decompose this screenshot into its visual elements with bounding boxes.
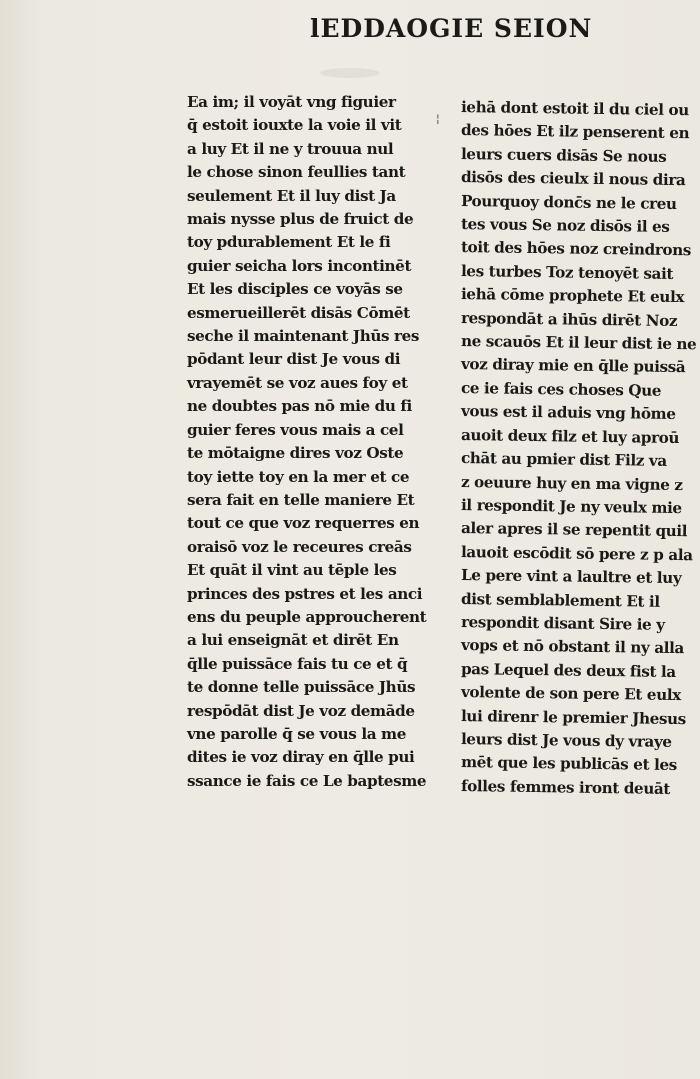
text-line: guier seicha lors incontinēt [187,256,412,275]
text-line: a luy Et il ne y trouua nul [187,139,394,158]
text-line: chāt au pmier dist Filz va [460,449,667,470]
text-line: vrayemēt se voz aues foy et [187,373,408,392]
text-line: oraisō voz le receures creās [187,537,412,556]
text-line: leurs cuers disās Se nous [460,144,667,166]
text-line: guier feres vous mais a cel [187,420,404,439]
text-line: toy pdurablement Et le fi [187,233,391,252]
text-line: ne scauōs Et il leur dist ie ne [460,332,697,354]
text-line: Le pere vint a laultre et luy [460,566,682,588]
text-line: ne doubtes pas nō mie du fi [187,397,412,416]
text-line: dites ie voz diray en q̄lle pui [187,748,415,767]
text-line: aler apres il se repentit quil [460,519,688,541]
text-line: mēt que les publicās et les [460,753,677,775]
left-column [187,91,427,793]
text-line: des hōes Et ilz penserent en [460,121,690,143]
text-line: lui direnr le premier Jhesus [460,706,687,728]
text-line: Pourquoy donc̄s ne le creu [460,191,677,213]
text-line: Et les disciples ce voyās se [187,280,403,299]
running-head: lEDDAOGIE SEION [310,14,593,43]
text-line: seche il maintenant Jhūs res [187,327,420,346]
text-line: folles femmes iront deuāt [460,776,671,798]
text-line: iehā cōme prophete Et eulx [460,285,685,307]
text-line: respondāt a ihūs dirēt Noz [460,308,678,330]
text-line: disōs des cieulx il nous dira [460,168,686,190]
text-line: tout ce que voz requerres en [187,514,420,533]
text-line: respōdāt dist Je voz demāde [187,701,415,720]
text-line: esmerueillerēt disās Cōmēt [187,303,410,322]
text-line: vous est il aduis vng hōme [460,402,676,424]
text-line: auoit deux filz et luy aproū [460,425,680,447]
text-line: ens du peuple approucherent [187,607,427,626]
text-line: princes des pstres et les anci [187,584,423,603]
text-line: pas Lequel des deux fist la [460,659,676,681]
text-line: vne parolle q̄ se vous la me [187,724,406,743]
text-line: sera fait en telle maniere Et [187,490,415,509]
text-line: seulement Et il luy dist Ja [187,186,396,205]
text-line: mais nysse plus de fruict de [187,210,414,229]
text-line: Ea im; il voyāt vng figuier [187,93,396,111]
text-line: ce ie fais ces choses Que [460,378,662,400]
text-line: il respondit Je ny veulx mie [460,495,682,517]
text-line: pōdant leur dist Je vous di [187,350,401,369]
marginal-mark [436,112,440,128]
text-line: q̄ estoit iouxte la voie il vit [187,116,402,135]
text-line: te mōtaigne dires voz Oste [187,444,404,463]
text-line: z oeuure huy en ma vigne z [460,472,683,494]
text-line: leurs dist Je vous dy vraye [460,729,672,751]
text-line: dist semblablement Et il [460,589,660,611]
text-line: a lui enseignāt et dirēt En [187,631,399,650]
text-line: respondit disant Sire ie y [460,612,665,634]
text-line: toy iette toy en la mer et ce [187,467,410,486]
right-column [460,96,697,798]
text-line: toit des hōes noz creindrons [460,238,692,260]
text-line: tes vous Se noz disōs il es [460,215,670,236]
text-line: voz diray mie en q̄lle puissā [460,355,686,377]
page-stain [320,68,380,78]
text-line: te donne telle puissāce Jhūs [187,678,416,697]
text-line: volente de son pere Et eulx [460,683,681,705]
text-line: lauoit escōdit sō pere z p ala [460,542,693,564]
text-line: le chose sinon feullies tant [187,163,406,182]
text-line: ssance ie fais ce Le baptesme [187,771,427,790]
text-line: Et quāt il vint au tēple les [187,561,397,580]
text-line: q̄lle puissāce fais tu ce et q̄ [187,654,408,673]
text-line: les turbes Toz tenoyēt sait [460,261,674,283]
text-line: vops et nō obstant il ny alla [460,636,685,658]
text-line: iehā dont estoit il du ciel ou [460,98,689,120]
